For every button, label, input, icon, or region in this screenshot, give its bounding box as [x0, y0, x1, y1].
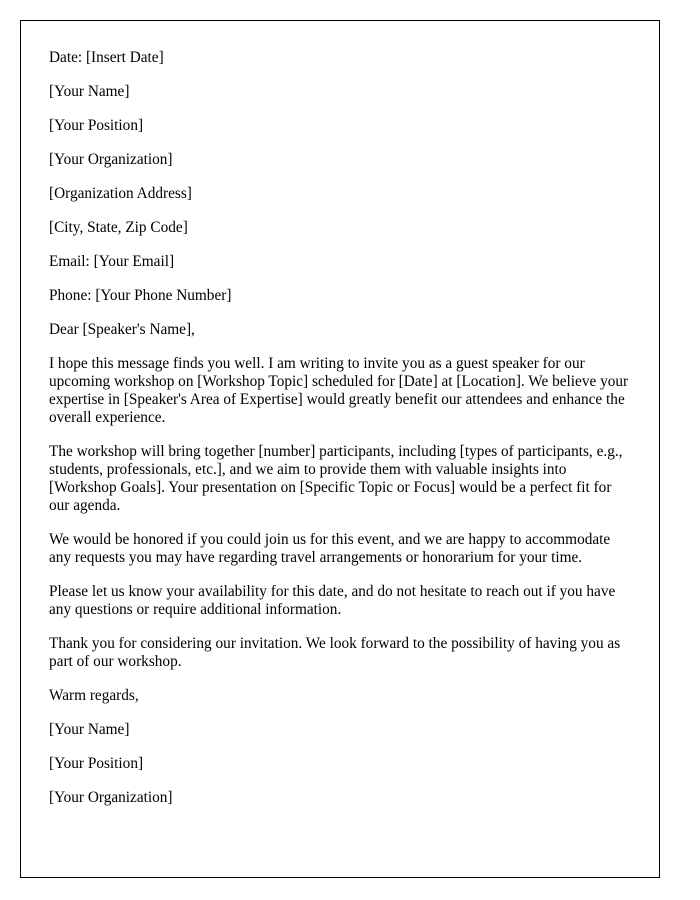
- sender-address: [Organization Address]: [49, 185, 192, 202]
- signature-name: [Your Name]: [49, 721, 130, 738]
- sender-email: Email: [Your Email]: [49, 253, 175, 270]
- date-line: Date: [Insert Date]: [49, 49, 164, 66]
- closing: Warm regards,: [49, 687, 139, 704]
- sender-organization: [Your Organization]: [49, 151, 173, 168]
- salutation: Dear [Speaker's Name],: [49, 321, 195, 338]
- sender-city-state-zip: [City, State, Zip Code]: [49, 219, 188, 236]
- body-paragraph-availability: Please let us know your availability for this date, and do not hesitate to reach out if you have any questions or require additional information.: [49, 583, 616, 618]
- body-paragraph-thanks: Thank you for considering our invitation. We look forward to the possibility of having you as part of our workshop.: [49, 635, 621, 670]
- signature-organization: [Your Organization]: [49, 789, 173, 806]
- sender-name: [Your Name]: [49, 83, 130, 100]
- body-paragraph-workshop-details: The workshop will bring together [number] participants, including [types of participants, e.g., students, professionals, etc.], and we aim to provide them with valuable insights into [Workshop Goals]. Your presentation on [Specific Topic or Focus] would be a perfect fit for our agenda.: [49, 443, 623, 514]
- body-paragraph-invitation: I hope this message finds you well. I am writing to invite you as a guest speaker for our upcoming workshop on [Workshop Topic] scheduled for [Date] at [Location]. We believe your expertise in [Speaker's Area of Expertise] would greatly benefit our attendees and enhance the overall experience.: [49, 355, 629, 426]
- signature-position: [Your Position]: [49, 755, 144, 772]
- sender-position: [Your Position]: [49, 117, 144, 134]
- letter-page: [20, 20, 660, 878]
- sender-phone: Phone: [Your Phone Number]: [49, 287, 232, 304]
- letter-content: [49, 49, 635, 807]
- body-paragraph-accommodation: We would be honored if you could join us for this event, and we are happy to accommodate any requests you may have regarding travel arrangements or honorarium for your time.: [49, 531, 611, 566]
